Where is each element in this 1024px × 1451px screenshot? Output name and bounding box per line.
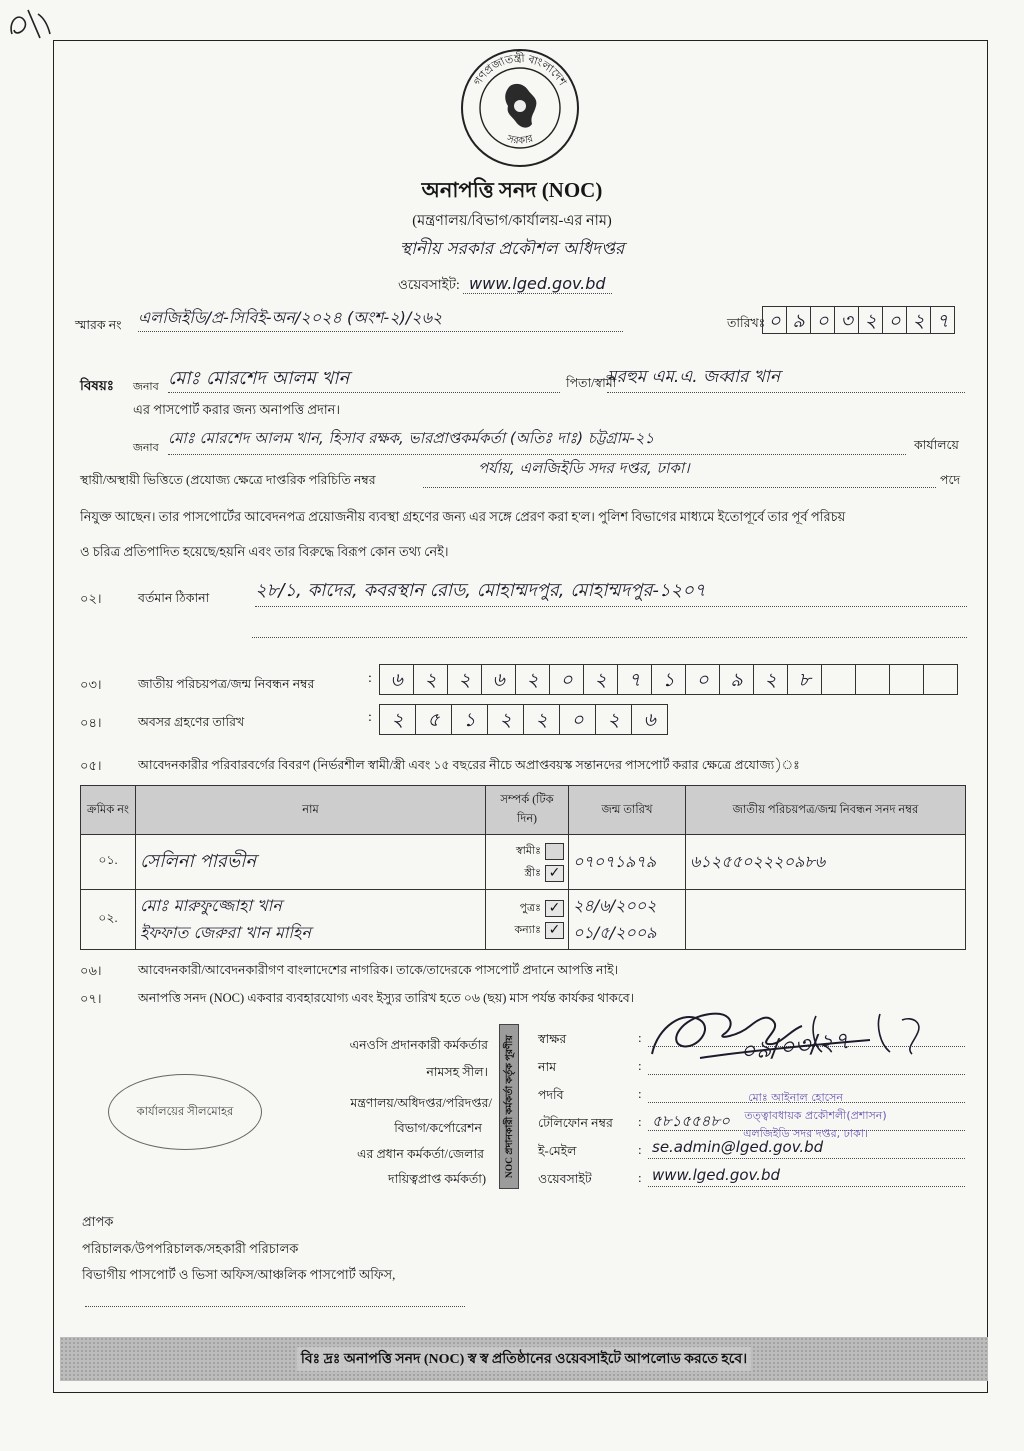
table-header-row	[81, 786, 966, 835]
row-nid-cell	[686, 835, 966, 890]
row-dob-cell	[569, 890, 686, 950]
website-row	[398, 274, 612, 297]
relation-checkbox	[545, 843, 564, 860]
digit-box	[923, 664, 958, 695]
seal-top-text: গণপ্রজাতন্ত্রী বাংলাদেশ	[471, 52, 569, 88]
subject-label: বিষয়ঃ	[80, 378, 114, 393]
digit-box: ৭	[930, 306, 955, 334]
svg-text:গণপ্রজাতন্ত্রী বাংলাদেশ	[472, 52, 569, 88]
member-name: সেলিনা পারভীন	[140, 850, 257, 872]
memo-value: এলজিইডি/প্র-সিবিই-অন/২০২৪ (অংশ-২)/২৬২	[138, 305, 623, 332]
memo-label: স্মারক নং	[75, 318, 122, 332]
government-seal-icon	[458, 46, 582, 170]
designation-label: পদবি	[538, 1088, 564, 1102]
basis-dotted-line	[423, 487, 936, 488]
row-name-cell	[136, 835, 486, 890]
digit-box: ২	[447, 664, 482, 695]
officer-note-line: এর প্রধান কর্মকর্তা/জেলার	[356, 1147, 484, 1161]
member-dob: ০৭০৭১৯৭৯	[573, 851, 657, 871]
address-label: বর্তমান ঠিকানা	[138, 591, 210, 605]
digit-box: ০	[559, 704, 596, 735]
website-field-value: www.lged.gov.bd	[652, 1166, 780, 1184]
seal-bottom-text: সরকার	[505, 133, 535, 147]
appointment-text: নিযুক্ত আছেন। তার পাসপোর্টের আবেদনপত্র প্রয়োজনীয় ব্যবস্থা গ্রহণের জন্য এর সঙ্গে প্রেরণ করা হ'ল। পুলিশ বিভাগের মাধ্যমে ইতোপূর্বে তার পূর্ব পরিচয়	[80, 509, 846, 524]
digit-box: ৬	[481, 664, 516, 695]
digit-box: ১	[651, 664, 686, 695]
character-text: ও চরিত্র প্রতিপাদিত হয়েছে/হয়নি এবং তার বিরুদ্ধে বিরূপ কোন তথ্য নেই।	[80, 544, 449, 559]
vertical-label-text: NOC প্রদানকারী কর্মকর্তা কর্তৃক পূরণীয়	[504, 1034, 515, 1179]
stamp-line: মোঃ আইনাল হোসেন	[748, 1091, 843, 1104]
member-nid: ৬১২৫৫০২২২০৯৮৬	[690, 851, 826, 871]
email-value: se.admin@lged.gov.bd	[652, 1138, 824, 1156]
digit-box: ২	[595, 704, 632, 735]
website-line	[648, 1186, 965, 1187]
digit-box: ২	[487, 704, 524, 735]
relation-label: পুত্রঃ	[519, 902, 541, 914]
digit-box	[855, 664, 890, 695]
citizenship-clause: আবেদনকারী/আবেদনকারীগণ বাংলাদেশের নাগরিক। তাকে/তাদেরকে পাসপোর্ট প্রদানে আপত্তি নাই।	[138, 963, 619, 977]
row-nid-cell	[686, 890, 966, 950]
officer-note-line: দায়িত্বপ্রাপ্ত কর্মকর্তা)	[388, 1172, 486, 1186]
officer-note-line: বিভাগ/কর্পোরেশন	[394, 1121, 482, 1135]
recipient-line: বিভাগীয় পাসপোর্ট ও ভিসা অফিস/আঞ্চলিক পাসপোর্ট অফিস,	[82, 1267, 396, 1282]
digit-box: ৫	[415, 704, 452, 735]
recipient-line: পরিচালক/উপপরিচালক/সহকারী পরিচালক	[82, 1241, 299, 1256]
stamp-line: তত্ত্বাবধায়ক প্রকৌশলী(প্রশাসন)	[744, 1109, 887, 1122]
employee-info: মোঃ মোরশেদ আলম খান, হিসাব রক্ষক, ভারপ্রাপ্তকর্মকর্তা (অতিঃ দাঃ) চট্টগ্রাম-২১	[168, 427, 906, 455]
relation-option	[490, 862, 564, 884]
relation-header: সম্পর্ক (টিক দিন)	[486, 786, 569, 835]
member-name: ইফফাত জেরুরা খান মাহিন	[140, 922, 311, 942]
relation-option	[490, 840, 564, 862]
digit-box: ২	[515, 664, 550, 695]
digit-box: ০	[762, 306, 787, 334]
document-title: অনাপত্তি সনদ (NOC)	[421, 178, 603, 202]
table-row	[81, 890, 966, 950]
digit-box: ০	[882, 306, 907, 334]
relation-option	[490, 898, 564, 920]
officer-note-line: মন্ত্রণালয়/অধিদপ্তর/পরিদপ্তর/	[350, 1096, 492, 1110]
field-separator: :	[638, 1086, 642, 1101]
footer-note-bar	[60, 1337, 988, 1381]
email-line	[648, 1158, 965, 1159]
item-number: ০৬।	[80, 963, 102, 978]
digit-box: ২	[413, 664, 448, 695]
digit-box: ২	[379, 704, 416, 735]
item-number: ০৫।	[80, 758, 102, 773]
family-intro: আবেদনকারীর পরিবারবর্গের বিবরণ (নির্ভরশীল স্বামী/স্ত্রী এবং ১৫ বছরের নীচে অপ্রাপ্তবয়স্ক সন্তানদের পাসপোর্ট করার ক্ষেত্রে প্রযোজ্য)ঃ	[138, 758, 800, 772]
row-relation-cell	[486, 890, 569, 950]
document-subtitle: (মন্ত্রণালয়/বিভাগ/কার্যালয়-এর নাম)	[412, 213, 612, 229]
nid-label: জাতীয় পরিচয়পত্র/জন্ম নিবন্ধন নম্বর	[138, 677, 315, 691]
digit-box: ৮	[787, 664, 822, 695]
name-header: নাম	[136, 786, 486, 835]
relation-option	[490, 920, 564, 942]
nid-separator: :	[368, 671, 372, 686]
digit-box: ৬	[631, 704, 668, 735]
relation-checkbox: ✓	[545, 900, 564, 917]
row-serial: ০২.	[81, 890, 136, 950]
subject-honorific: জনাব	[133, 381, 159, 393]
relation-label: স্ত্রীঃ	[524, 866, 541, 879]
digit-box: ৩	[834, 306, 859, 334]
retirement-label: অবসর গ্রহণের তারিখ	[138, 715, 245, 729]
officer-note-line: এনওসি প্রদানকারী কর্মকর্তার	[349, 1038, 488, 1052]
table-row	[81, 835, 966, 890]
family-table	[80, 785, 966, 950]
basis-text: স্থায়ী/অস্থায়ী ভিত্তিতে (প্রযোজ্য ক্ষেত্রে দাপ্তরিক পরিচিতি নম্বর	[80, 473, 376, 487]
office-seal-placeholder	[108, 1074, 262, 1150]
retirement-date-boxes	[380, 704, 668, 735]
address-value: ২৮/১, কাদের, কবরস্থান রোড, মোহাম্মদপুর, মোহাম্মদপুর-১২০৭	[255, 576, 967, 607]
digit-box: ২	[906, 306, 931, 334]
member-name: মোঃ মারুফুজ্জোহা খান	[140, 895, 282, 915]
item-number: ০২।	[80, 591, 102, 606]
post-suffix: পদে	[940, 473, 961, 487]
field-separator: :	[638, 1030, 642, 1045]
row-serial: ০১.	[81, 835, 136, 890]
validity-clause: অনাপত্তি সনদ (NOC) একবার ব্যবহারযোগ্য এবং ইস্যুর তারিখ হতে ০৬ (ছয়) মাস পর্যন্ত কার্যকর থাকবে।	[138, 991, 635, 1005]
digit-box: ২	[583, 664, 618, 695]
office-name: স্থানীয় সরকার প্রকৌশল অধিদপ্তর	[399, 239, 625, 259]
field-separator: :	[638, 1058, 642, 1073]
serial-header: ক্রমিক নং	[81, 786, 136, 835]
svg-text:সরকার	[505, 133, 535, 147]
stamp-line: এলজিইডি সদর দপ্তর, ঢাকা।	[743, 1127, 868, 1140]
telephone-label: টেলিফোন নম্বর	[538, 1116, 613, 1130]
office-detail: পর্যায়, এলজিইডি সদর দপ্তর, ঢাকা।	[478, 459, 690, 477]
row-relation-cell	[486, 835, 569, 890]
body-honorific: জনাব	[133, 442, 159, 454]
digit-box: ৯	[719, 664, 754, 695]
dob-header: জন্ম তারিখ	[569, 786, 686, 835]
officer-name-label: নাম	[538, 1060, 557, 1074]
digit-box	[821, 664, 856, 695]
telephone-value: ৫৮১৫৫৪৮০	[652, 1112, 730, 1130]
parent-name: মরহুম এম.এ. জব্বার খান	[607, 364, 965, 393]
row-dob-cell	[569, 835, 686, 890]
seal-placeholder-text: কার্যালয়ের সীলমোহর	[136, 1105, 234, 1118]
digit-box: ১	[451, 704, 488, 735]
digit-box: ০	[810, 306, 835, 334]
digit-box: ৬	[379, 664, 414, 695]
website-label: ওয়েবসাইট:	[398, 277, 460, 292]
date-label: তারিখঃ	[727, 316, 766, 330]
digit-box	[889, 664, 924, 695]
website-field-label: ওয়েবসাইট	[538, 1172, 592, 1186]
retirement-separator: :	[368, 710, 372, 725]
corner-scribble-mark	[4, 4, 56, 46]
signature-date: ০৯/০৩/২৭	[738, 1026, 851, 1066]
nid-digit-boxes	[380, 664, 958, 695]
officer-section-label	[499, 1024, 519, 1189]
field-separator: :	[638, 1170, 642, 1185]
address-dotted-line	[252, 637, 967, 638]
item-number: ০৩।	[80, 677, 102, 692]
office-suffix: কার্যালয়ে	[914, 438, 959, 452]
digit-box: ৯	[786, 306, 811, 334]
digit-box: ২	[858, 306, 883, 334]
digit-box: ০	[685, 664, 720, 695]
applicant-name: মোঃ মোরশেদ আলম খান	[168, 364, 560, 393]
subject-purpose: এর পাসপোর্ট করার জন্য অনাপত্তি প্রদান।	[133, 402, 341, 417]
nid-header: জাতীয় পরিচয়পত্র/জন্ম নিবন্ধন সনদ নম্বর	[686, 786, 966, 835]
relation-label: স্বামীঃ	[515, 844, 541, 857]
relation-checkbox: ✓	[545, 865, 564, 882]
member-dob: ২৪/৬/২০০২	[573, 895, 657, 915]
field-separator: :	[638, 1142, 642, 1157]
digit-box: ০	[549, 664, 584, 695]
website-value: www.lged.gov.bd	[463, 274, 612, 294]
digit-box: ৭	[617, 664, 652, 695]
relation-checkbox: ✓	[545, 922, 564, 939]
memo-date-boxes	[763, 306, 955, 334]
digit-box: ২	[753, 664, 788, 695]
relation-label: কন্যাঃ	[514, 924, 541, 936]
digit-box: ২	[523, 704, 560, 735]
signature-label: স্বাক্ষর	[538, 1032, 567, 1046]
parent-label: পিতা/স্বামী	[566, 376, 617, 390]
member-dob: ০১/৫/২০০৯	[573, 922, 657, 942]
recipient-dotted-line	[85, 1306, 465, 1307]
item-number: ০৭।	[80, 991, 102, 1006]
item-number: ০৪।	[80, 715, 102, 730]
field-separator: :	[638, 1114, 642, 1129]
email-label: ই-মেইল	[538, 1144, 577, 1158]
footer-note: বিঃ দ্রঃ অনাপত্তি সনদ (NOC) স্ব স্ব প্রতিষ্ঠানের ওয়েবসাইটে আপলোড করতে হবে।	[297, 1347, 751, 1371]
officer-note-line: নামসহ সীল।	[426, 1065, 488, 1079]
row-name-cell	[136, 890, 486, 950]
recipient-label: প্রাপক	[82, 1214, 114, 1229]
